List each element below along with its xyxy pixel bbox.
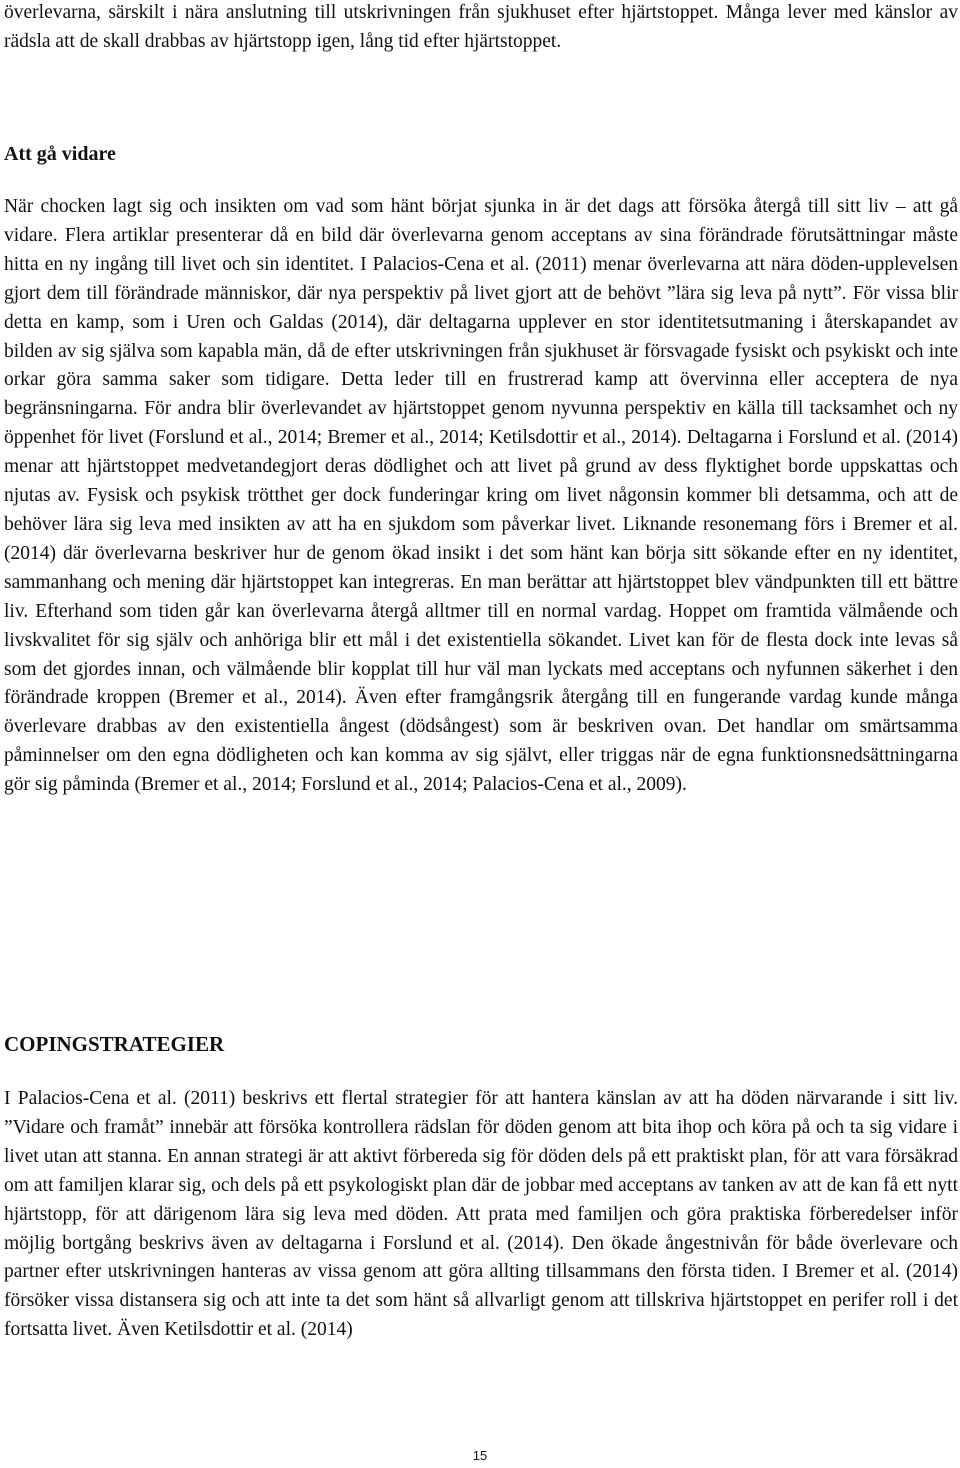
page-number: 15 <box>472 1448 488 1463</box>
section-paragraph-copingstrategier: I Palacios-Cena et al. (2011) beskrivs ett flertal strategier för att hantera känslan av att ha döden närvarande i sitt liv. ”Vidare och framåt” innebär att försöka kontrollera rädslan för döden genom att bita ihop och köra på och ta sig vidare i livet utan att stanna. En annan strategi är att aktivt förbereda sig för döden dels på ett praktiskt plan, för att vara försäkrad om att familjen klarar sig, och dels på ett psykologiskt plan där de jobbar med acceptans av tanken av att de kan få ett nytt hjärtstopp, för att därigenom lära sig leva med döden. Att prata med familjen och göra praktiska förberedelser inför möjlig bortgång beskrivs även av deltagarna i Forslund et al. (2014). Den ökade ångestnivån för både överlevare och partner efter utskrivningen hanteras av vissa genom att göra allting tillsammans den första tiden. I Bremer et al. (2014) försöker vissa distansera sig och att inte ta det som hänt så allvarligt genom att tillskriva hjärtstoppet en perifer roll i det fortsatta livet. Även Ketilsdottir et al. (2014) <box>4 1088 958 1341</box>
section-paragraph-att-ga-vidare: När chocken lagt sig och insikten om vad som hänt börjat sjunka in är det dags att försöka återgå till sitt liv – att gå vidare. Flera artiklar presenterar då en bild där överlevarna genom acceptans av sina förändrade förutsättningar måste hitta en ny ingång till livet och sin identitet. I Palacios-Cena et al. (2011) menar överlevarna att nära döden-upplevelsen gjort dem till förändrade människor, där nya perspektiv på livet gjort att de behövt ”lära sig leva på nytt”. För vissa blir detta en kamp, som i Uren och Galdas (2014), där deltagarna upplever en stor identitetsutmaning i återskapandet av bilden av sig själva som kapabla män, då de efter utskrivningen från sjukhuset är försvagade fysiskt och psykiskt och inte orkar göra samma saker som tidigare. Detta leder till en frustrerad kamp att övervinna eller acceptera de nya begränsningarna. För andra blir överlevandet av hjärtstoppet genom nyvunna perspektiv en källa till tacksamhet och ny öppenhet för livet (Forslund et al., 2014; Bremer et al., 2014; Ketilsdottir et al., 2014). Deltagarna i Forslund et al. (2014) menar att hjärtstoppet medvetandegjort deras dödlighet och att livet på grund av dess flyktighet borde uppskattas och njutas av. Fysisk och psykisk trötthet ger dock funderingar kring om livet någonsin kommer bli detsamma, och att de behöver lära sig leva med insikten av att ha en sjukdom som påverkar livet. Liknande resonemang förs i Bremer et al. (2014) där överlevarna beskriver hur de genom ökad insikt i det som hänt kan börja sitt sökande efter en ny identitet, sammanhang och mening där hjärtstoppet kan integreras. En man berättar att hjärtstoppet blev vändpunkten till ett bättre liv. Efterhand som tiden går kan överlevarna återgå alltmer till en normal vardag. Hoppet om framtida välmående och livskvalitet för sig själv och anhöriga blir ett mål i det existentiella sökandet. Livet kan för de flesta dock inte levas så som det gjordes innan, och välmående blir kopplat till hur väl man lyckats med acceptans och nyfunnen säkerhet i den förändrade kroppen (Bremer et al., 2014). Även efter framgångsrik återgång till en fungerande vardag kunde många överlevare drabbas av den existentiella ångest (dödsångest) som är beskriven ovan. Det handlar om smärtsamma påminnelser om den egna dödligheten och kan komma av sig självt, eller triggas när de egna funktionsnedsättningarna gör sig påminda (Bremer et al., 2014; Forslund et al., 2014; Palacios-Cena et al., 2009). <box>4 196 958 796</box>
intro-paragraph: överlevarna, särskilt i nära anslutning till utskrivningen från sjukhuset efter hjärtstoppet. Många lever med känslor av rädsla att de skall drabbas av hjärtstopp igen, lång tid efter hjärtstoppet. <box>4 2 958 52</box>
section-heading-copingstrategier: COPINGSTRATEGIER <box>4 1032 225 1056</box>
section-heading-att-ga-vidare: Att gå vidare <box>4 143 116 165</box>
